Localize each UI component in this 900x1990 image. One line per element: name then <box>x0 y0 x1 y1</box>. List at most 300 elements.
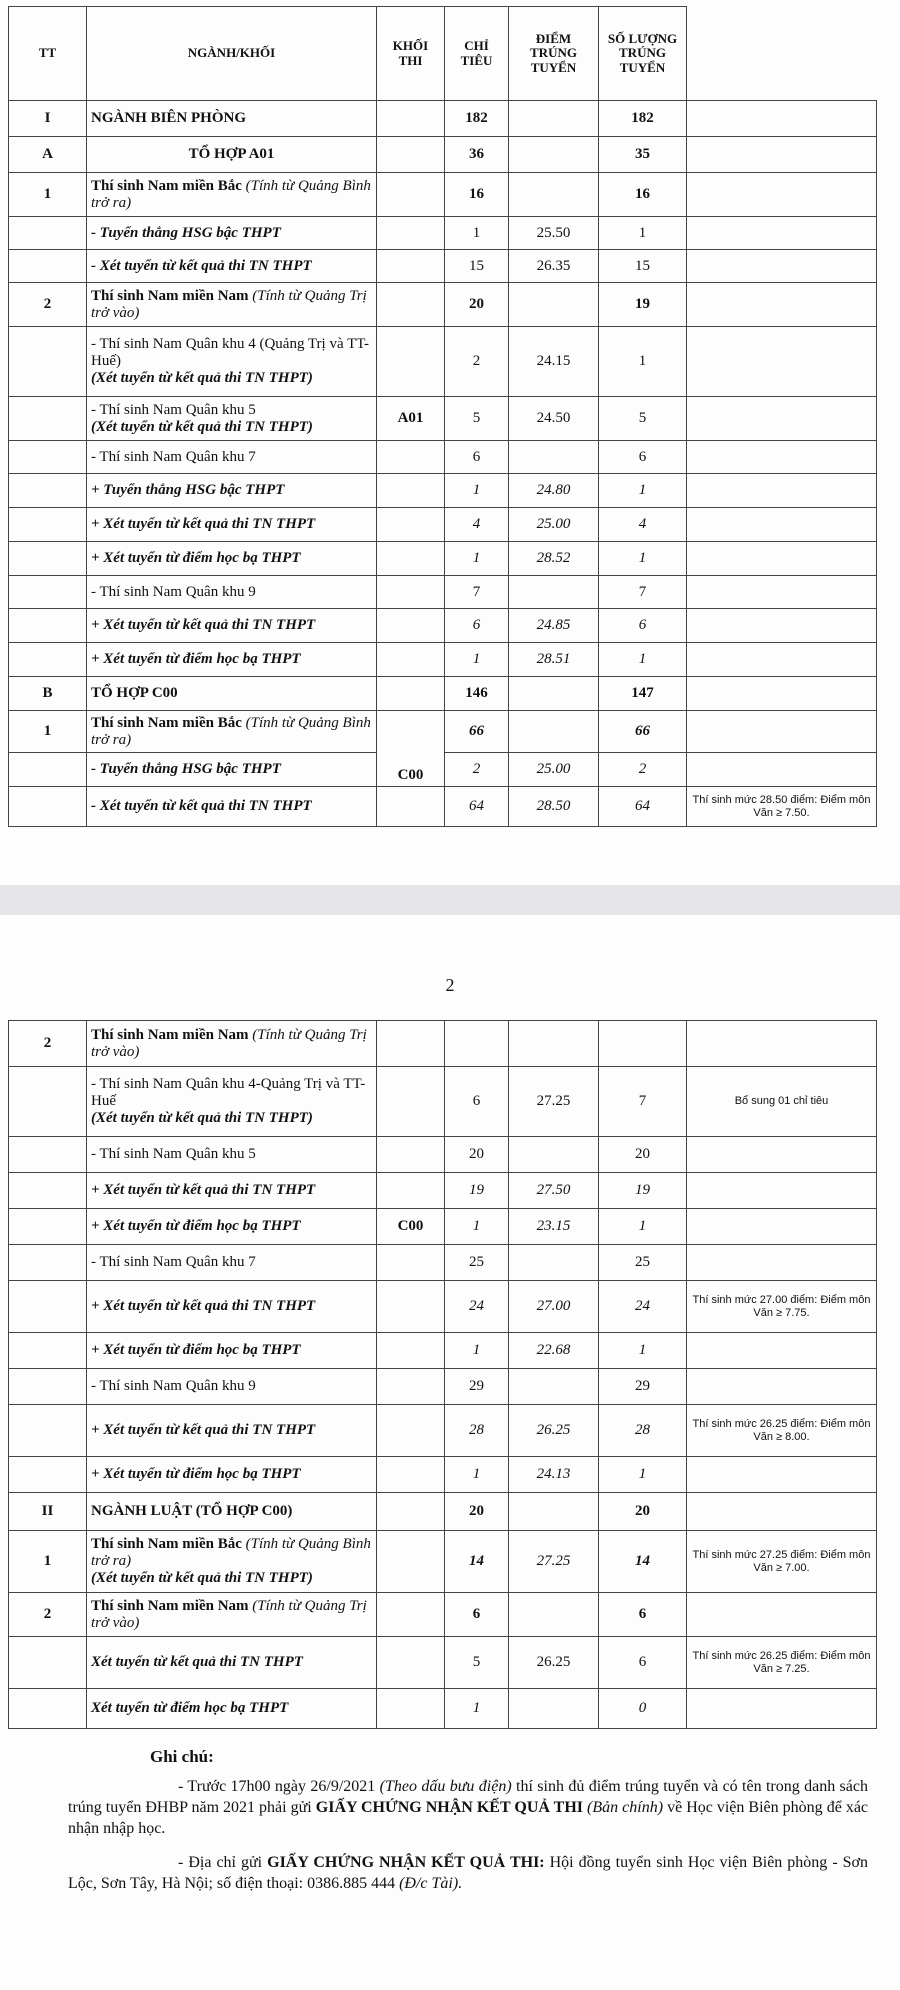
cell-tt <box>9 1245 87 1281</box>
header-so-luong: SỐ LƯỢNG TRÚNG TUYỂN <box>599 7 687 101</box>
cell-diem <box>509 576 599 609</box>
cell-chi-tieu: 7 <box>445 576 509 609</box>
cell-note <box>687 542 877 576</box>
cell-chi-tieu: 146 <box>445 677 509 711</box>
cell-note <box>687 1457 877 1493</box>
cell-chi-tieu: 1 <box>445 1689 509 1729</box>
cell-note <box>687 1245 877 1281</box>
cell-tt <box>9 753 87 787</box>
header-chi-tieu: CHỈ TIÊU <box>445 7 509 101</box>
table-row <box>9 1405 877 1457</box>
cell-diem: 24.85 <box>509 609 599 643</box>
cell-nganh: + Xét tuyển từ điểm học bạ THPT <box>87 1209 377 1245</box>
cell-chi-tieu: 64 <box>445 787 509 827</box>
sub-group-method: (Xét tuyển từ kết quả thi TN THPT) <box>91 1109 313 1126</box>
cell-khoi <box>377 1067 445 1137</box>
table-row <box>9 643 877 677</box>
cell-so-luong: 1 <box>599 474 687 508</box>
table-row <box>9 217 877 250</box>
header-tt: TT <box>9 7 87 101</box>
cell-nganh: + Xét tuyển từ điểm học bạ THPT <box>87 1333 377 1369</box>
cell-nganh: TỔ HỢP A01 <box>87 137 377 173</box>
cell-chi-tieu: 1 <box>445 1333 509 1369</box>
cell-tt <box>9 1637 87 1689</box>
cell-chi-tieu: 6 <box>445 609 509 643</box>
table-row <box>9 1593 877 1637</box>
note-text: - Trước 17h00 ngày 26/9/2021 <box>178 1778 380 1795</box>
cell-so-luong: 0 <box>599 1689 687 1729</box>
group-title: Thí sinh Nam miền Nam <box>91 1597 249 1614</box>
cell-note: Thí sinh mức 26.25 điểm: Điểm môn Văn ≥ 8.00. <box>687 1405 877 1457</box>
cell-chi-tieu: 1 <box>445 1209 509 1245</box>
cell-khoi <box>377 576 445 609</box>
cell-diem: 25.50 <box>509 217 599 250</box>
cell-so-luong: 20 <box>599 1137 687 1173</box>
header-diem: ĐIỂM TRÚNG TUYỂN <box>509 7 599 101</box>
cell-diem: 27.50 <box>509 1173 599 1209</box>
cell-so-luong: 6 <box>599 1637 687 1689</box>
cell-chi-tieu: 2 <box>445 753 509 787</box>
cell-nganh: - Thí sinh Nam Quân khu 7 <box>87 441 377 474</box>
cell-chi-tieu: 20 <box>445 1493 509 1531</box>
cell-note <box>687 508 877 542</box>
cell-tt: 1 <box>9 1531 87 1593</box>
cell-khoi <box>377 1457 445 1493</box>
sub-group-method: (Xét tuyển từ kết quả thi TN THPT) <box>91 418 313 435</box>
cell-so-luong: 1 <box>599 217 687 250</box>
cell-khoi-c00: C00 <box>377 1209 445 1245</box>
cell-nganh: + Xét tuyển từ kết quả thi TN THPT <box>87 609 377 643</box>
note-text-italic: (Bản chính) <box>583 1798 664 1816</box>
cell-tt <box>9 1369 87 1405</box>
cell-chi-tieu: 6 <box>445 441 509 474</box>
cell-khoi <box>377 474 445 508</box>
cell-nganh: - Tuyển thẳng HSG bậc THPT <box>87 753 377 787</box>
cell-tt: 2 <box>9 283 87 327</box>
cell-so-luong: 182 <box>599 101 687 137</box>
cell-diem <box>509 137 599 173</box>
cell-chi-tieu: 66 <box>445 711 509 753</box>
table-row <box>9 101 877 137</box>
cell-chi-tieu <box>445 1021 509 1067</box>
table-row <box>9 1333 877 1369</box>
cell-nganh: - Thí sinh Nam Quân khu 7 <box>87 1245 377 1281</box>
cell-nganh: - Xét tuyển từ kết quả thi TN THPT <box>87 787 377 827</box>
cell-diem <box>509 283 599 327</box>
cell-note <box>687 609 877 643</box>
cell-so-luong <box>599 1021 687 1067</box>
cell-nganh <box>87 327 377 397</box>
cell-nganh: + Xét tuyển từ kết quả thi TN THPT <box>87 1281 377 1333</box>
cell-chi-tieu: 29 <box>445 1369 509 1405</box>
cell-tt <box>9 1173 87 1209</box>
table-row <box>9 711 877 753</box>
cell-note <box>687 1689 877 1729</box>
table-row <box>9 1137 877 1173</box>
cell-tt <box>9 609 87 643</box>
cell-nganh: - Thí sinh Nam Quân khu 5 <box>87 1137 377 1173</box>
table-row <box>9 250 877 283</box>
cell-so-luong: 7 <box>599 576 687 609</box>
header-note <box>687 7 877 101</box>
sub-group-title: - Thí sinh Nam Quân khu 4-Quảng Trị và TT-Huế <box>91 1076 366 1110</box>
cell-note <box>687 1593 877 1637</box>
cell-diem <box>509 1021 599 1067</box>
sub-group-title: - Thí sinh Nam Quân khu 5 <box>91 401 256 418</box>
document-page-1 <box>0 0 900 885</box>
cell-khoi <box>377 217 445 250</box>
cell-tt <box>9 1209 87 1245</box>
cell-so-luong: 25 <box>599 1245 687 1281</box>
cell-tt <box>9 576 87 609</box>
cell-nganh <box>87 1593 377 1637</box>
table-row <box>9 787 877 827</box>
cell-note: Thí sinh mức 27.00 điểm: Điểm môn Văn ≥ 7.75. <box>687 1281 877 1333</box>
table-header-row <box>9 7 877 101</box>
cell-nganh: + Xét tuyển từ kết quả thi TN THPT <box>87 508 377 542</box>
cell-note <box>687 101 877 137</box>
cell-nganh <box>87 711 377 753</box>
cell-tt <box>9 327 87 397</box>
cell-khoi <box>377 542 445 576</box>
note-text-bold: GIẤY CHỨNG NHẬN KẾT QUẢ THI: <box>267 1854 545 1872</box>
cell-tt <box>9 217 87 250</box>
cell-so-luong: 19 <box>599 1173 687 1209</box>
cell-so-luong: 35 <box>599 137 687 173</box>
cell-diem: 27.00 <box>509 1281 599 1333</box>
cell-tt: II <box>9 1493 87 1531</box>
cell-nganh <box>87 1531 377 1593</box>
cell-so-luong: 147 <box>599 677 687 711</box>
cell-nganh: - Thí sinh Nam Quân khu 9 <box>87 1369 377 1405</box>
cell-diem: 26.25 <box>509 1405 599 1457</box>
cell-note <box>687 327 877 397</box>
cell-tt <box>9 441 87 474</box>
cell-khoi <box>377 1637 445 1689</box>
group-method: (Xét tuyển từ kết quả thi TN THPT) <box>91 1569 313 1586</box>
cell-chi-tieu: 15 <box>445 250 509 283</box>
note-text: - Địa chỉ gửi <box>178 1854 268 1872</box>
group-title: Thí sinh Nam miền Bắc <box>91 714 242 731</box>
cell-note <box>687 1173 877 1209</box>
cell-so-luong: 6 <box>599 609 687 643</box>
note-text: Hội đồng tuyển sinh Học viện Biên phòng - Sơn Lộc, Sơn Tây, Hà Nội; số điện thoại: 0386.885 444 <box>68 1854 869 1893</box>
cell-so-luong: 1 <box>599 643 687 677</box>
table-row <box>9 1531 877 1593</box>
cell-tt: 1 <box>9 711 87 753</box>
note-text-bold: GIẤY CHỨNG NHẬN KẾT QUẢ THI <box>315 1798 584 1816</box>
table-row <box>9 576 877 609</box>
table-row <box>9 1689 877 1729</box>
cell-khoi <box>377 1689 445 1729</box>
cell-diem: 27.25 <box>509 1067 599 1137</box>
cell-nganh: TỔ HỢP C00 <box>87 677 377 711</box>
group-title: Thí sinh Nam miền Bắc <box>91 177 242 194</box>
page-separator <box>0 885 900 915</box>
cell-nganh: NGÀNH BIÊN PHÒNG <box>87 101 377 137</box>
note-paragraph-2 <box>68 1853 868 1895</box>
table-row <box>9 173 877 217</box>
cell-nganh: + Xét tuyển từ điểm học bạ THPT <box>87 542 377 576</box>
cell-note <box>687 1209 877 1245</box>
cell-chi-tieu: 1 <box>445 217 509 250</box>
table-row <box>9 508 877 542</box>
table-row <box>9 397 877 441</box>
cell-khoi <box>377 1173 445 1209</box>
notes-block <box>68 1777 868 1895</box>
cell-nganh <box>87 283 377 327</box>
cell-tt <box>9 1689 87 1729</box>
table-row <box>9 441 877 474</box>
table-row <box>9 1021 877 1067</box>
cell-so-luong: 19 <box>599 283 687 327</box>
table-row <box>9 1209 877 1245</box>
cell-note <box>687 250 877 283</box>
cell-diem: 24.15 <box>509 327 599 397</box>
cell-tt <box>9 250 87 283</box>
cell-tt <box>9 508 87 542</box>
group-title: Thí sinh Nam miền Nam <box>91 287 249 304</box>
cell-khoi <box>377 1593 445 1637</box>
cell-note <box>687 1369 877 1405</box>
cell-khoi <box>377 1245 445 1281</box>
cell-diem <box>509 1137 599 1173</box>
cell-diem: 26.35 <box>509 250 599 283</box>
cell-khoi <box>377 250 445 283</box>
cell-so-luong: 1 <box>599 1333 687 1369</box>
cell-khoi <box>377 1369 445 1405</box>
cell-khoi <box>377 327 445 397</box>
cell-diem: 28.50 <box>509 787 599 827</box>
cell-so-luong: 66 <box>599 711 687 753</box>
cell-nganh: - Thí sinh Nam Quân khu 9 <box>87 576 377 609</box>
table-row <box>9 542 877 576</box>
cell-nganh: Xét tuyển từ kết quả thi TN THPT <box>87 1637 377 1689</box>
cell-khoi <box>377 609 445 643</box>
cell-tt: 2 <box>9 1593 87 1637</box>
table-row <box>9 1637 877 1689</box>
cell-khoi <box>377 643 445 677</box>
note-text-italic: (Đ/c Tài). <box>399 1875 463 1893</box>
cell-khoi <box>377 283 445 327</box>
cell-nganh: Xét tuyển từ điểm học bạ THPT <box>87 1689 377 1729</box>
table-row <box>9 677 877 711</box>
group-subtitle: (Tính từ Quảng Trị trở vào) <box>91 287 367 321</box>
cell-so-luong: 16 <box>599 173 687 217</box>
admission-table-page-1 <box>8 6 877 827</box>
cell-khoi <box>377 1405 445 1457</box>
table-row <box>9 1493 877 1531</box>
table-row <box>9 1457 877 1493</box>
table-row <box>9 609 877 643</box>
cell-chi-tieu: 28 <box>445 1405 509 1457</box>
cell-diem: 24.50 <box>509 397 599 441</box>
cell-chi-tieu: 16 <box>445 173 509 217</box>
note-text: thí sinh đủ điểm trúng tuyển và có tên trong danh sách trúng tuyển ĐHBP năm 2021 phải gửi <box>68 1778 868 1816</box>
cell-khoi <box>377 441 445 474</box>
table-row <box>9 1281 877 1333</box>
cell-diem <box>509 1245 599 1281</box>
cell-note <box>687 677 877 711</box>
cell-khoi <box>377 1333 445 1369</box>
cell-chi-tieu: 19 <box>445 1173 509 1209</box>
cell-note <box>687 643 877 677</box>
cell-so-luong: 5 <box>599 397 687 441</box>
cell-diem <box>509 1593 599 1637</box>
notes-title: Ghi chú: <box>150 1747 214 1766</box>
cell-khoi <box>377 1137 445 1173</box>
cell-diem <box>509 711 599 753</box>
cell-tt: A <box>9 137 87 173</box>
cell-khoi <box>377 101 445 137</box>
cell-nganh <box>87 173 377 217</box>
note-text-italic: (Theo dấu bưu điện) <box>379 1778 512 1795</box>
group-subtitle: (Tính từ Quảng Bình trở ra) <box>91 177 371 211</box>
table-row <box>9 283 877 327</box>
cell-chi-tieu: 6 <box>445 1067 509 1137</box>
cell-so-luong: 6 <box>599 1593 687 1637</box>
cell-note <box>687 1021 877 1067</box>
cell-nganh: - Xét tuyển từ kết quả thi TN THPT <box>87 250 377 283</box>
cell-tt <box>9 1333 87 1369</box>
cell-tt: I <box>9 101 87 137</box>
cell-diem <box>509 441 599 474</box>
group-title: Thí sinh Nam miền Bắc <box>91 1536 242 1553</box>
cell-tt <box>9 643 87 677</box>
document-page-2 <box>0 915 900 1990</box>
cell-so-luong: 4 <box>599 508 687 542</box>
cell-diem: 28.52 <box>509 542 599 576</box>
table-row <box>9 1173 877 1209</box>
cell-chi-tieu: 1 <box>445 542 509 576</box>
cell-so-luong: 64 <box>599 787 687 827</box>
sub-group-title: - Thí sinh Nam Quân khu 4 (Quảng Trị và TT-Huế) <box>91 336 370 370</box>
cell-tt <box>9 1281 87 1333</box>
group-subtitle: (Tính từ Quảng Bình trở ra) <box>91 1536 371 1570</box>
cell-chi-tieu: 36 <box>445 137 509 173</box>
group-title: Thí sinh Nam miền Nam <box>91 1026 249 1043</box>
cell-note <box>687 173 877 217</box>
cell-nganh: + Xét tuyển từ kết quả thi TN THPT <box>87 1405 377 1457</box>
cell-so-luong: 6 <box>599 441 687 474</box>
admission-table-page-2 <box>8 1020 877 1729</box>
cell-so-luong: 24 <box>599 1281 687 1333</box>
cell-diem: 28.51 <box>509 643 599 677</box>
cell-khoi <box>377 1281 445 1333</box>
cell-nganh <box>87 1067 377 1137</box>
header-nganh: NGÀNH/KHỐI <box>87 7 377 101</box>
cell-note <box>687 753 877 787</box>
cell-note <box>687 576 877 609</box>
cell-tt <box>9 1457 87 1493</box>
cell-note: Bổ sung 01 chỉ tiêu <box>687 1067 877 1137</box>
cell-khoi <box>377 1021 445 1067</box>
cell-so-luong: 1 <box>599 542 687 576</box>
cell-tt <box>9 1067 87 1137</box>
cell-note <box>687 1137 877 1173</box>
cell-note <box>687 283 877 327</box>
cell-chi-tieu: 5 <box>445 1637 509 1689</box>
cell-chi-tieu: 14 <box>445 1531 509 1593</box>
cell-nganh: + Xét tuyển từ kết quả thi TN THPT <box>87 1173 377 1209</box>
cell-tt <box>9 1405 87 1457</box>
cell-chi-tieu: 5 <box>445 397 509 441</box>
cell-chi-tieu: 24 <box>445 1281 509 1333</box>
cell-so-luong: 20 <box>599 1493 687 1531</box>
cell-note: Thí sinh mức 27.25 điểm: Điểm môn Văn ≥ 7.00. <box>687 1531 877 1593</box>
cell-khoi-c00: C00 <box>377 711 445 787</box>
cell-khoi <box>377 137 445 173</box>
cell-khoi <box>377 1493 445 1531</box>
page-number: 2 <box>445 975 455 995</box>
cell-diem: 26.25 <box>509 1637 599 1689</box>
cell-so-luong: 7 <box>599 1067 687 1137</box>
sub-group-method: (Xét tuyển từ kết quả thi TN THPT) <box>91 369 313 386</box>
cell-chi-tieu: 20 <box>445 283 509 327</box>
cell-khoi <box>377 173 445 217</box>
table-row <box>9 327 877 397</box>
table-row <box>9 1245 877 1281</box>
cell-khoi <box>377 787 445 827</box>
cell-note <box>687 217 877 250</box>
cell-chi-tieu: 20 <box>445 1137 509 1173</box>
cell-tt: B <box>9 677 87 711</box>
cell-diem <box>509 1689 599 1729</box>
cell-so-luong: 14 <box>599 1531 687 1593</box>
cell-chi-tieu: 25 <box>445 1245 509 1281</box>
cell-chi-tieu: 1 <box>445 643 509 677</box>
cell-nganh: + Tuyển thẳng HSG bậc THPT <box>87 474 377 508</box>
cell-tt <box>9 787 87 827</box>
cell-chi-tieu: 6 <box>445 1593 509 1637</box>
cell-so-luong: 1 <box>599 1209 687 1245</box>
cell-note <box>687 137 877 173</box>
cell-tt <box>9 397 87 441</box>
group-subtitle: (Tính từ Quảng Trị trở vào) <box>91 1597 367 1631</box>
cell-note <box>687 1333 877 1369</box>
cell-tt <box>9 1137 87 1173</box>
cell-note: Thí sinh mức 26.25 điểm: Điểm môn Văn ≥ 7.25. <box>687 1637 877 1689</box>
cell-chi-tieu: 1 <box>445 1457 509 1493</box>
cell-tt: 1 <box>9 173 87 217</box>
note-text: về Học viện Biên phòng để xác nhận nhập học. <box>68 1798 869 1837</box>
cell-note <box>687 441 877 474</box>
cell-so-luong: 1 <box>599 327 687 397</box>
cell-chi-tieu: 2 <box>445 327 509 397</box>
table-row <box>9 474 877 508</box>
cell-so-luong: 1 <box>599 1457 687 1493</box>
table-row <box>9 1067 877 1137</box>
cell-tt <box>9 474 87 508</box>
table-row <box>9 137 877 173</box>
cell-diem: 25.00 <box>509 508 599 542</box>
cell-note: Thí sinh mức 28.50 điểm: Điểm môn Văn ≥ 7.50. <box>687 787 877 827</box>
cell-chi-tieu: 1 <box>445 474 509 508</box>
cell-diem: 27.25 <box>509 1531 599 1593</box>
cell-nganh: + Xét tuyển từ điểm học bạ THPT <box>87 1457 377 1493</box>
cell-so-luong: 29 <box>599 1369 687 1405</box>
cell-diem <box>509 1369 599 1405</box>
cell-note <box>687 474 877 508</box>
note-paragraph-1 <box>68 1777 868 1839</box>
cell-khoi <box>377 1531 445 1593</box>
cell-so-luong: 28 <box>599 1405 687 1457</box>
cell-note <box>687 711 877 753</box>
header-khoi: KHỐI THI <box>377 7 445 101</box>
cell-so-luong: 15 <box>599 250 687 283</box>
cell-so-luong: 2 <box>599 753 687 787</box>
cell-diem: 24.80 <box>509 474 599 508</box>
